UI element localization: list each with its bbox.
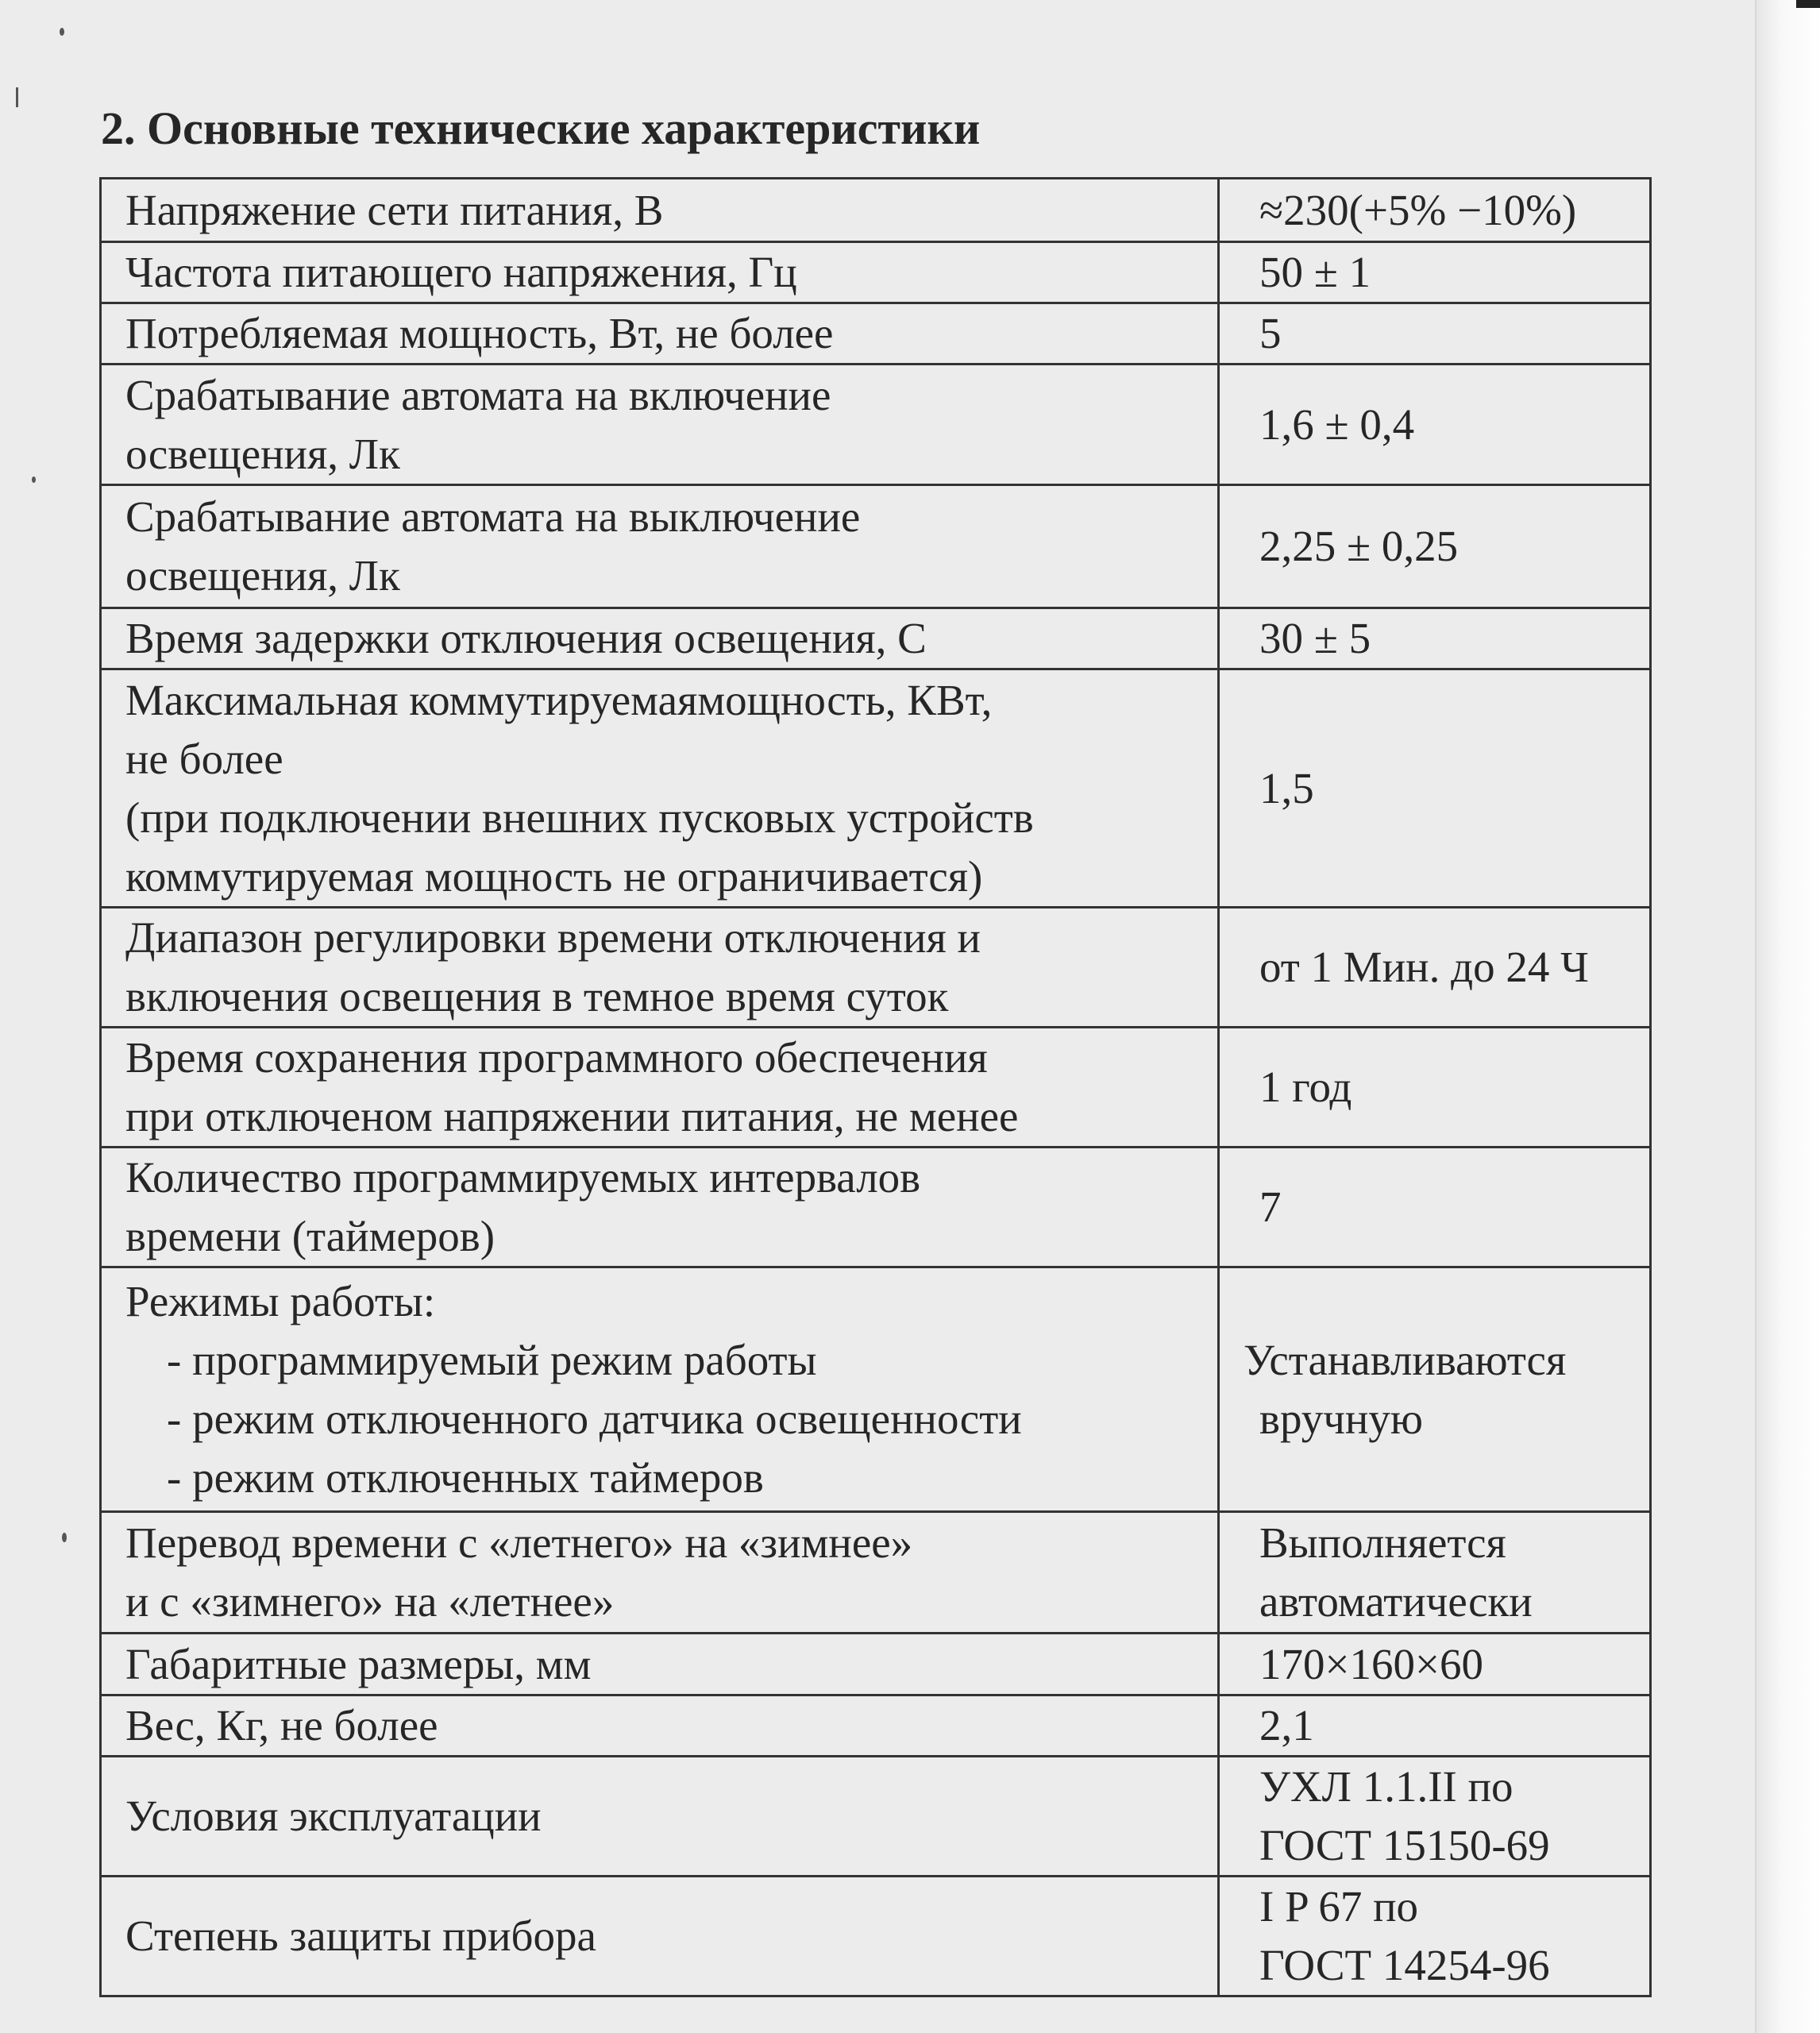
param-cell: Перевод времени с «летнего» на «зимнее» и с «зимнего» на «летнее»	[101, 1512, 1219, 1634]
value-cell: Выполняется автоматически	[1219, 1512, 1651, 1634]
param-cell: Диапазон регулировки времени отключения и включения освещения в темное время суток	[101, 908, 1219, 1028]
value-cell: УХЛ 1.1.II по ГОСТ 15150-69	[1219, 1757, 1651, 1877]
table-row	[101, 908, 1651, 1028]
param-cell: Максимальная коммутируемаямощность, КВт, не более (при подключении внешних пусковых устройств коммутируемая мощность не ограничивается)	[101, 669, 1219, 908]
param-cell: Время сохранения программного обеспечения при отключеном напряжении питания, не менее	[101, 1028, 1219, 1148]
table-row	[101, 669, 1651, 908]
value-cell: Устанавливаются вручную	[1219, 1267, 1651, 1512]
table-row	[101, 608, 1651, 669]
specs-table	[99, 177, 1652, 1997]
param-cell: Потребляемая мощность, Вт, не более	[101, 303, 1219, 365]
table-row	[101, 365, 1651, 485]
table-row	[101, 1877, 1651, 1996]
table-row	[101, 485, 1651, 608]
param-cell: Условия эксплуатации	[101, 1757, 1219, 1877]
param-cell: Габаритные размеры, мм	[101, 1634, 1219, 1695]
table-row	[101, 1512, 1651, 1634]
param-cell: Вес, Кг, не более	[101, 1695, 1219, 1757]
value-cell: 1 год	[1219, 1028, 1651, 1148]
param-cell: Срабатывание автомата на включение освещения, Лк	[101, 365, 1219, 485]
mode-item: - режим отключенного датчика освещенности	[167, 1394, 1022, 1443]
table-row	[101, 1028, 1651, 1148]
page-edge	[1755, 0, 1820, 2033]
value-cell: 5	[1219, 303, 1651, 365]
param-cell: Степень защиты прибора	[101, 1877, 1219, 1996]
scan-mark	[1796, 0, 1820, 8]
param-cell: Напряжение сети питания, В	[101, 179, 1219, 242]
table-row	[101, 1148, 1651, 1267]
value-cell: 2,1	[1219, 1695, 1651, 1757]
param-cell: Количество программируемых интервалов времени (таймеров)	[101, 1148, 1219, 1267]
param-cell: Режимы работы: - программируемый режим работы - режим отключенного датчика освещенности - режим отключенных таймеров	[101, 1267, 1219, 1512]
scan-speck	[32, 476, 36, 483]
table-row	[101, 1695, 1651, 1757]
param-cell: Частота питающего напряжения, Гц	[101, 242, 1219, 303]
value-cell: 170×160×60	[1219, 1634, 1651, 1695]
scan-speck	[60, 28, 64, 36]
table-row	[101, 1757, 1651, 1877]
value-cell: I P 67 по ГОСТ 14254-96	[1219, 1877, 1651, 1996]
value-cell: 1,5	[1219, 669, 1651, 908]
mode-item: - режим отключенных таймеров	[167, 1452, 764, 1502]
mode-item: - программируемый режим работы	[167, 1335, 817, 1384]
value-cell: ≈230(+5% −10%)	[1219, 179, 1651, 242]
value-cell: 50 ± 1	[1219, 242, 1651, 303]
table-row	[101, 1634, 1651, 1695]
scan-speck	[62, 1533, 67, 1542]
table-row	[101, 1267, 1651, 1512]
value-cell: 30 ± 5	[1219, 608, 1651, 669]
value-cell: 1,6 ± 0,4	[1219, 365, 1651, 485]
scan-speck	[16, 87, 18, 107]
value-cell: 2,25 ± 0,25	[1219, 485, 1651, 608]
section-title: 2. Основные технические характеристики	[101, 102, 981, 154]
value-cell: от 1 Мин. до 24 Ч	[1219, 908, 1651, 1028]
table-row	[101, 179, 1651, 242]
table-row	[101, 303, 1651, 365]
param-cell: Срабатывание автомата на выключение освещения, Лк	[101, 485, 1219, 608]
table-row	[101, 242, 1651, 303]
value-cell: 7	[1219, 1148, 1651, 1267]
param-cell: Время задержки отключения освещения, С	[101, 608, 1219, 669]
